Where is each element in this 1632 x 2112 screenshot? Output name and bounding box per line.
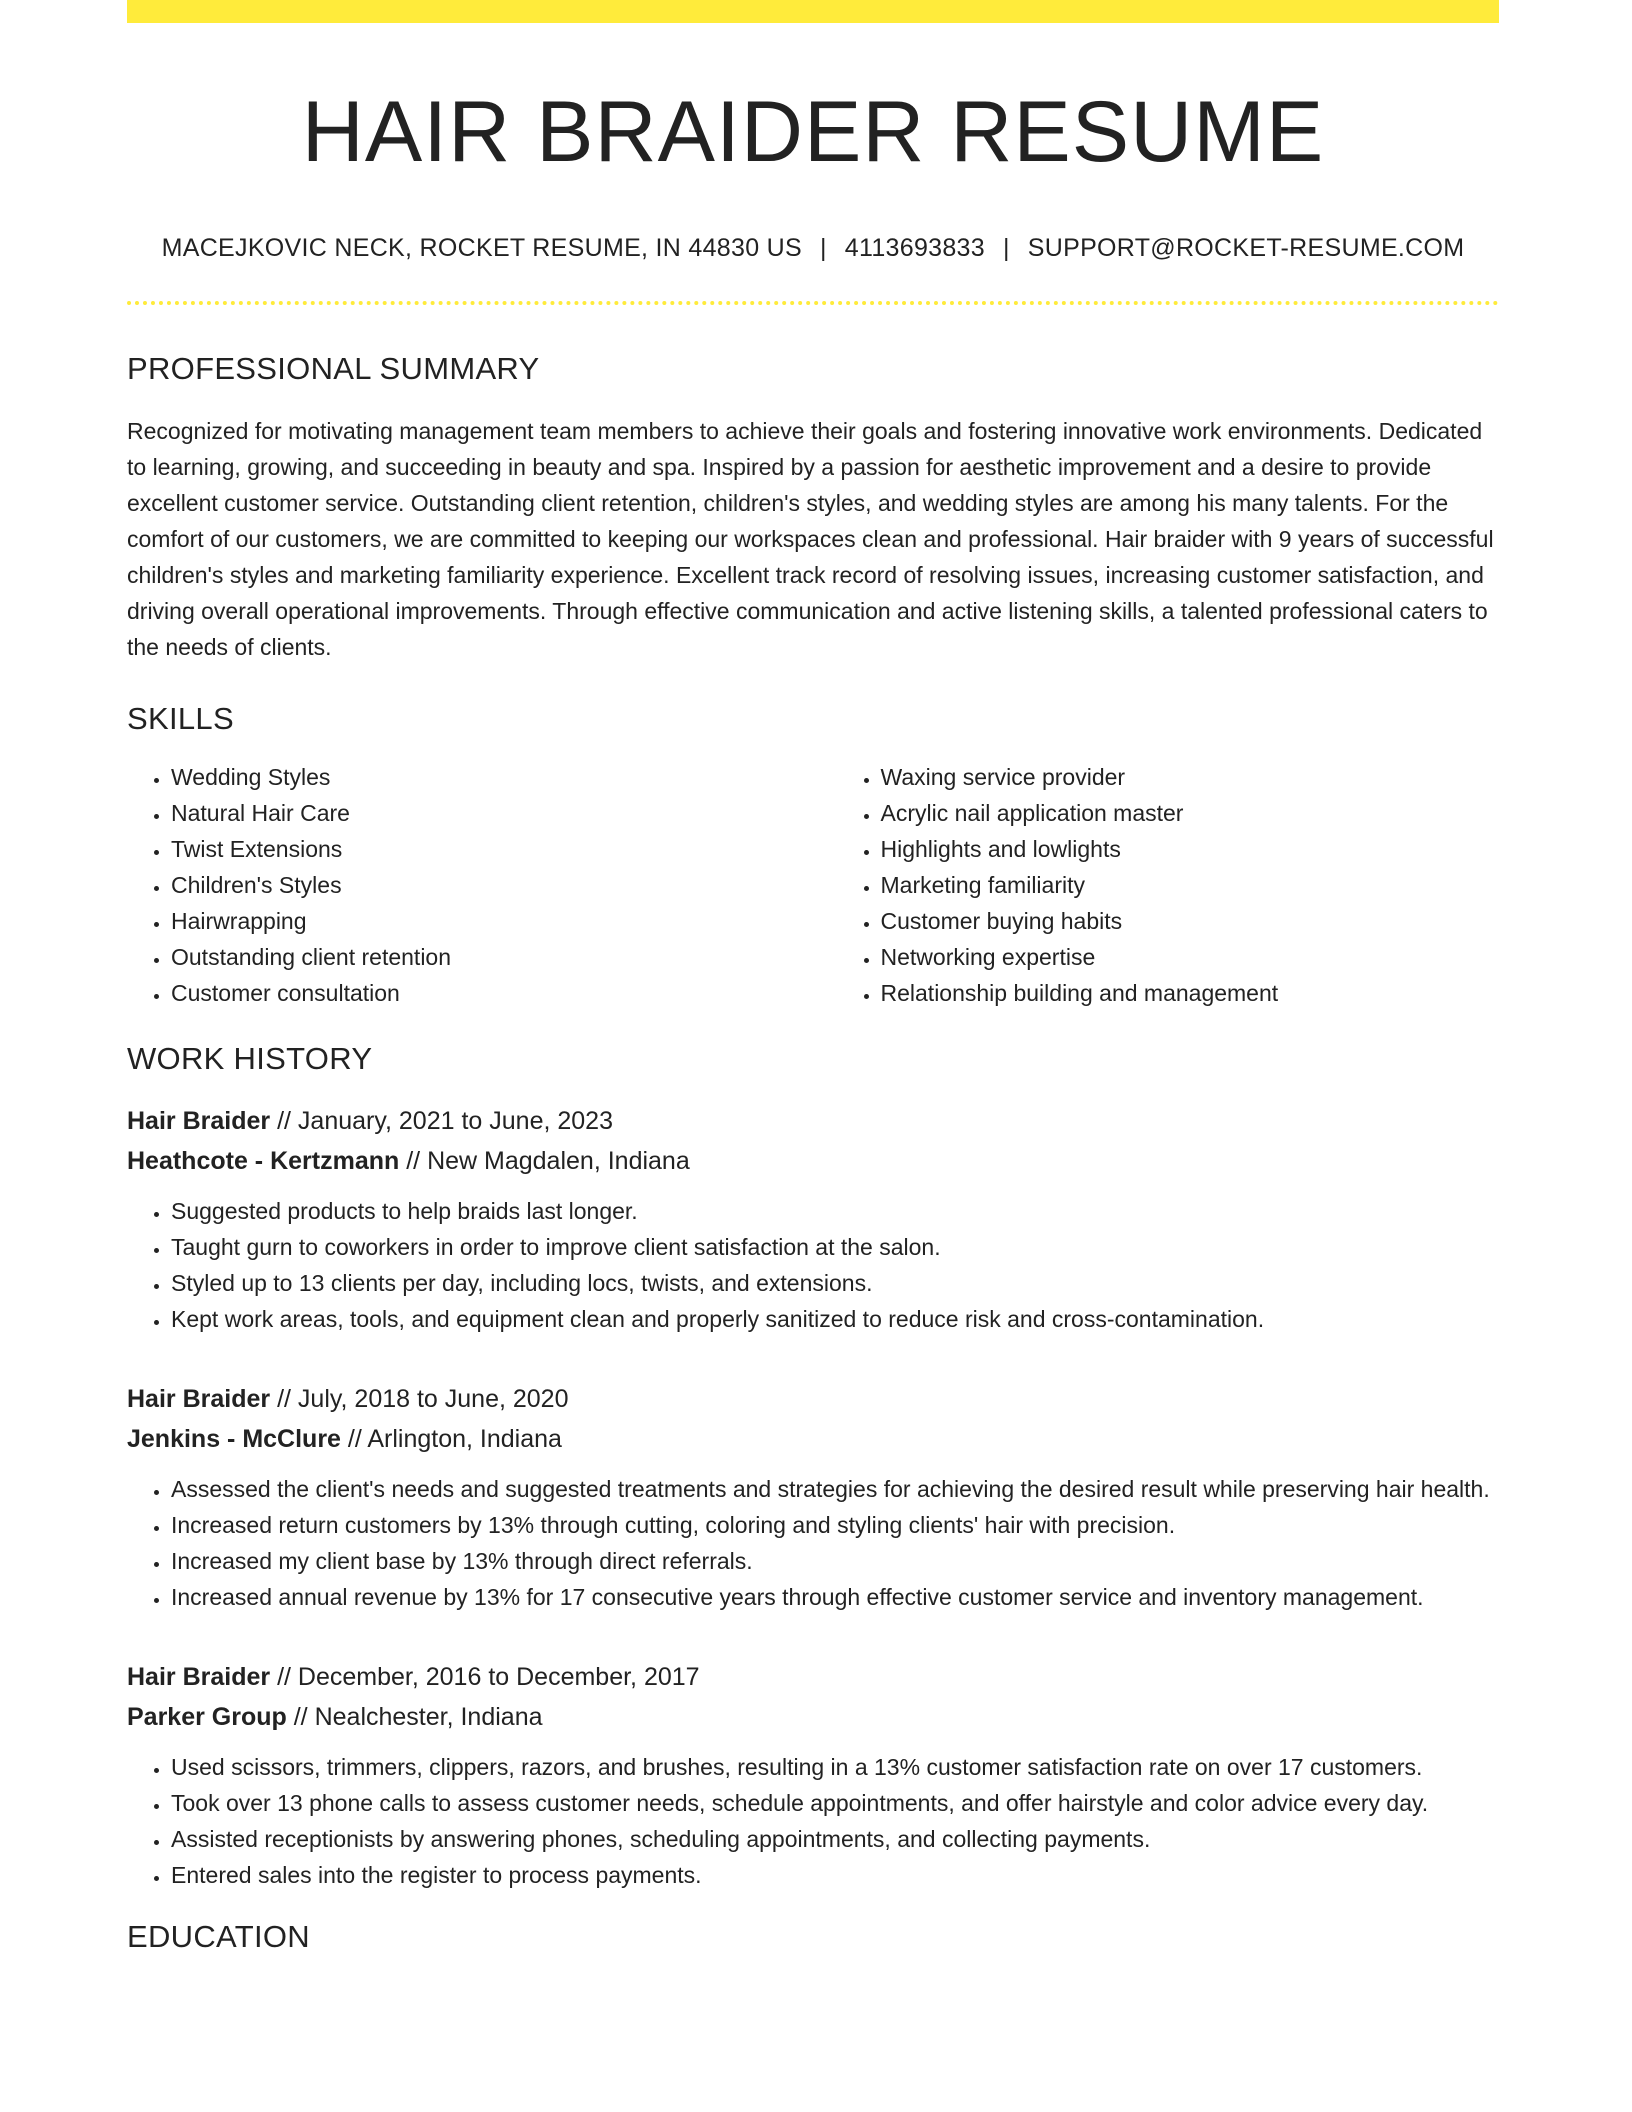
skill-item: • Outstanding client retention	[171, 939, 790, 975]
resume-title: HAIR BRAIDER RESUME	[301, 84, 1325, 180]
job-company-line	[127, 1419, 1499, 1459]
job-bullets	[127, 1471, 1499, 1615]
skills-list-left	[127, 759, 790, 1011]
job-bullet: • Assisted receptionists by answering phones, scheduling appointments, and collecting payments.	[171, 1821, 1499, 1857]
resume-page	[127, 0, 1499, 1955]
job-location: Nealchester, Indiana	[314, 1702, 543, 1731]
skill-item: • Natural Hair Care	[171, 795, 790, 831]
job-dates: July, 2018 to June, 2020	[297, 1384, 569, 1413]
job-company: Heathcote - Kertzmann	[127, 1146, 400, 1175]
job-entry	[127, 1657, 1499, 1893]
job-dates: December, 2016 to December, 2017	[297, 1662, 700, 1691]
job-bullets	[127, 1193, 1499, 1337]
job-title: Hair Braider	[127, 1106, 271, 1135]
job-bullet: • Used scissors, trimmers, clippers, razors, and brushes, resulting in a 13% customer satisfaction rate on over 17 customers.	[171, 1749, 1499, 1785]
job-bullet: • Increased return customers by 13% through cutting, coloring and styling clients' hair with precision.	[171, 1507, 1499, 1543]
job-title: Hair Braider	[127, 1662, 271, 1691]
contact-email: SUPPORT@ROCKET-RESUME.COM	[1027, 233, 1465, 262]
job-entry	[127, 1379, 1499, 1615]
job-separator: //	[340, 1424, 368, 1453]
job-title-line	[127, 1379, 1499, 1419]
job-separator: //	[270, 1384, 298, 1413]
skill-item: • Customer buying habits	[881, 903, 1500, 939]
skill-item: • Waxing service provider	[881, 759, 1500, 795]
skills-columns	[127, 759, 1499, 1011]
job-bullet: • Kept work areas, tools, and equipment clean and properly sanitized to reduce risk and cross-contamination.	[171, 1301, 1499, 1337]
skill-item: • Acrylic nail application master	[881, 795, 1500, 831]
skill-item: • Networking expertise	[881, 939, 1500, 975]
job-separator: //	[270, 1106, 298, 1135]
job-title-line	[127, 1657, 1499, 1697]
job-bullet: • Increased my client base by 13% through direct referrals.	[171, 1543, 1499, 1579]
skill-item: • Customer consultation	[171, 975, 790, 1011]
accent-top-bar	[127, 0, 1499, 23]
job-separator: //	[399, 1146, 428, 1175]
skill-item: • Hairwrapping	[171, 903, 790, 939]
job-company-line	[127, 1141, 1499, 1181]
work-history-heading: WORK HISTORY	[127, 1040, 373, 1076]
job-dates: January, 2021 to June, 2023	[297, 1106, 613, 1135]
skill-item: • Relationship building and management	[881, 975, 1500, 1011]
job-bullet: • Taught gurn to coworkers in order to improve client satisfaction at the salon.	[171, 1229, 1499, 1265]
work-history-list	[127, 1101, 1499, 1893]
summary-text: Recognized for motivating management team members to achieve their goals and fostering innovative work environments. Dedicated to learning, growing, and succeeding in beauty and spa. Inspired by a passion for aesthetic improvement and a desire to provide excellent customer service. Outstanding client retention, children's styles, and wedding styles are among his many talents. For the comfort of our customers, we are committed to keeping our workspaces clean and professional. Hair braider with 9 years of successful children's styles and marketing familiarity experience. Excellent track record of resolving issues, increasing customer satisfaction, and driving overall operational improvements. Through effective communication and active listening skills, a talented professional caters to the needs of clients.	[127, 417, 1494, 660]
dotted-divider	[127, 301, 1499, 305]
job-company-line	[127, 1697, 1499, 1737]
skill-item: • Twist Extensions	[171, 831, 790, 867]
summary-heading: PROFESSIONAL SUMMARY	[127, 350, 540, 386]
skill-item: • Highlights and lowlights	[881, 831, 1500, 867]
job-title-line	[127, 1101, 1499, 1141]
skills-heading: SKILLS	[127, 700, 234, 736]
job-bullet: • Suggested products to help braids last longer.	[171, 1193, 1499, 1229]
skill-item: • Marketing familiarity	[881, 867, 1500, 903]
job-separator: //	[286, 1702, 315, 1731]
job-bullet: • Increased annual revenue by 13% for 17 consecutive years through effective customer service and inventory management.	[171, 1579, 1499, 1615]
job-company: Parker Group	[127, 1702, 287, 1731]
skill-item: • Children's Styles	[171, 867, 790, 903]
job-bullet: • Assessed the client's needs and suggested treatments and strategies for achieving the desired result while preserving hair health.	[171, 1471, 1499, 1507]
job-bullet: • Took over 13 phone calls to assess customer needs, schedule appointments, and offer hairstyle and color advice every day.	[171, 1785, 1499, 1821]
skills-list-right	[837, 759, 1500, 1011]
job-bullet: • Entered sales into the register to process payments.	[171, 1857, 1499, 1893]
job-location: Arlington, Indiana	[367, 1424, 562, 1453]
contact-phone: 4113693833	[844, 233, 985, 262]
job-title: Hair Braider	[127, 1384, 271, 1413]
skill-item: • Wedding Styles	[171, 759, 790, 795]
contact-line	[127, 234, 1499, 263]
contact-separator: |	[1002, 233, 1010, 262]
job-bullet: • Styled up to 13 clients per day, including locs, twists, and extensions.	[171, 1265, 1499, 1301]
job-separator: //	[270, 1662, 298, 1691]
education-heading: EDUCATION	[127, 1918, 310, 1954]
contact-separator: |	[819, 233, 827, 262]
job-entry	[127, 1101, 1499, 1337]
job-location: New Magdalen, Indiana	[427, 1146, 690, 1175]
job-bullets	[127, 1749, 1499, 1893]
job-company: Jenkins - McClure	[127, 1424, 341, 1453]
contact-address: MACEJKOVIC NECK, ROCKET RESUME, IN 44830 US	[161, 233, 802, 262]
